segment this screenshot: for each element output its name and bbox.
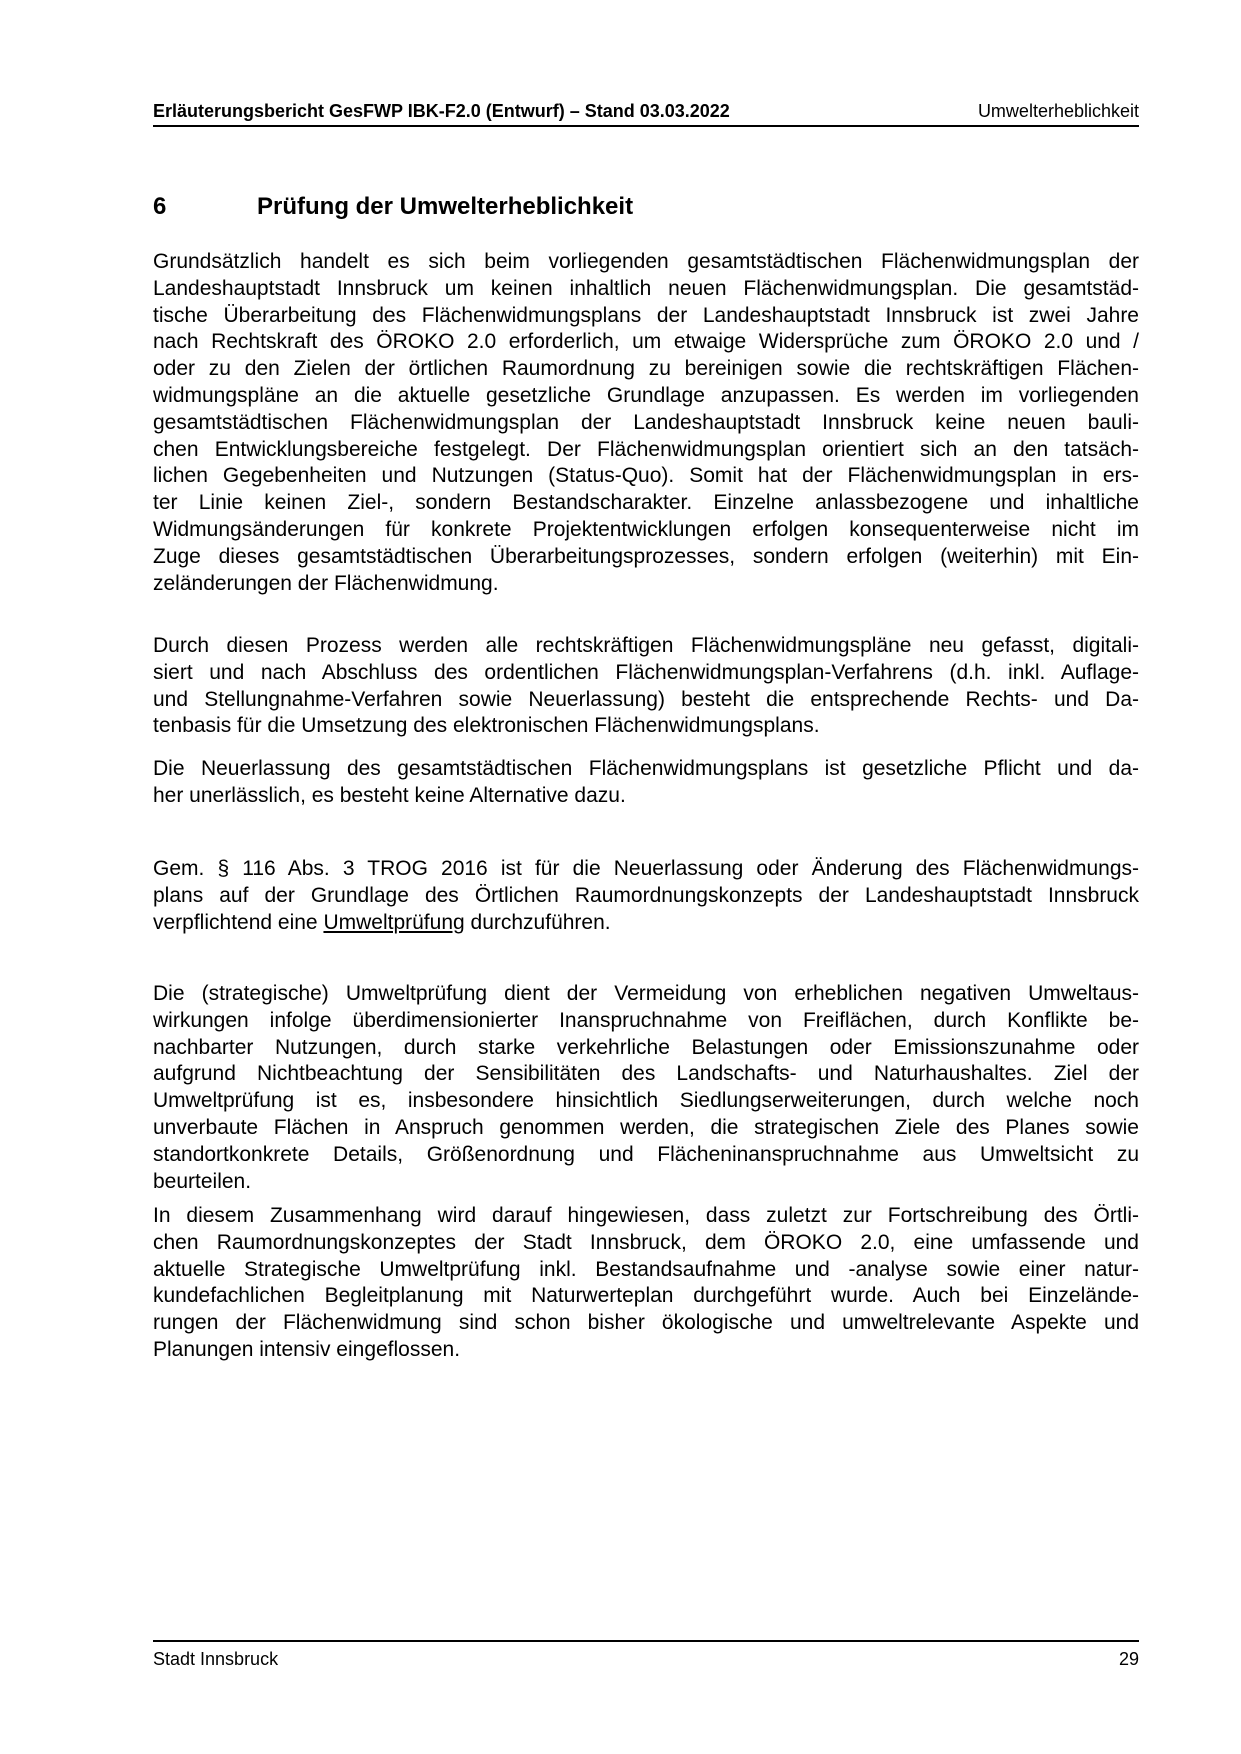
section-heading	[153, 193, 633, 221]
text-line: chen Raumordnungskonzeptes der Stadt Innsbruck, dem ÖROKO 2.0, eine umfassende und	[153, 1230, 1139, 1254]
text-line: nach Rechtskraft des ÖROKO 2.0 erforderlich, um etwaige Widersprüche zum ÖROKO 2.0 und /	[153, 330, 1139, 354]
footer-rule	[153, 1640, 1139, 1642]
text-line: Durch diesen Prozess werden alle rechtskräftigen Flächenwidmungspläne neu gefasst, digitali-	[153, 634, 1139, 657]
text-line: kundefachlichen Begleitplanung mit Naturwerteplan durchgeführt wurde. Auch bei Einzelände-	[153, 1284, 1139, 1308]
text-line: rungen der Flächenwidmung sind schon bisher ökologische und umweltrelevante Aspekte und	[153, 1311, 1139, 1335]
umweltpruefung-link[interactable]: Umweltprüfung	[323, 910, 465, 934]
text-line: gesamtstädtischen Flächenwidmungsplan der Landeshauptstadt Innsbruck keine neuen bauli-	[153, 410, 1139, 434]
text-line: und Stellungnahme-Verfahren sowie Neuerlassung) besteht die entsprechende Rechts- und Da-	[153, 687, 1139, 711]
text-line	[153, 910, 1139, 937]
text-line: Umweltprüfung ist es, insbesondere hinsichtlich Siedlungserweiterungen, durch welche noch	[153, 1089, 1139, 1113]
text-line: her unerlässlich, es besteht keine Alternative dazu.	[153, 783, 626, 807]
text-line: tenbasis für die Umsetzung des elektronischen Flächenwidmungsplans.	[153, 714, 820, 738]
header-rule	[153, 125, 1139, 127]
text-line: In diesem Zusammenhang wird darauf hingewiesen, dass zuletzt zur Fortschreibung des Örtli-	[153, 1204, 1139, 1227]
paragraph	[153, 633, 1139, 740]
text-line: beurteilen.	[153, 1169, 252, 1193]
text-line: standortkonkrete Details, Größenordnung und Flächeninanspruchnahme aus Umweltsicht zu	[153, 1142, 1139, 1166]
paragraph	[153, 981, 1139, 1195]
page-header	[153, 101, 1139, 122]
text-line: Zuge dieses gesamtstädtischen Überarbeitungsprozesses, sondern erfolgen (weiterhin) mit Ein-	[153, 544, 1139, 568]
text-line: ter Linie keinen Ziel-, sondern Bestandscharakter. Einzelne anlassbezogene und inhaltliche	[153, 491, 1139, 515]
paragraph-trog	[153, 856, 1139, 936]
text-line: tische Überarbeitung des Flächenwidmungsplans der Landeshauptstadt Innsbruck ist zwei Jahre	[153, 303, 1139, 327]
text-segment: durchzuführen.	[464, 910, 611, 934]
paragraph	[153, 756, 1139, 810]
page-footer	[153, 1649, 1139, 1670]
section-title: Prüfung der Umwelterheblichkeit	[257, 193, 634, 220]
text-line: siert und nach Abschluss des ordentlichen Flächenwidmungsplan-Verfahrens (d.h. inkl. Auflage-	[153, 660, 1139, 684]
page-number: 29	[1118, 1649, 1139, 1669]
text-line: Die Neuerlassung des gesamtstädtischen Flächenwidmungsplans ist gesetzliche Pflicht und da-	[153, 757, 1139, 780]
text-line: chen Entwicklungsbereiche festgelegt. Der Flächenwidmungsplan orientiert sich an den tatsäch-	[153, 437, 1139, 461]
section-number: 6	[153, 193, 167, 220]
header-section: Umwelterheblichkeit	[977, 101, 1139, 121]
text-line: wirkungen infolge überdimensionierter Inanspruchnahme von Freiflächen, durch Konflikte be-	[153, 1008, 1139, 1032]
text-line: Planungen intensiv eingeflossen.	[153, 1337, 461, 1361]
text-line: Landeshauptstadt Innsbruck um keinen inhaltlich neuen Flächenwidmungsplan. Die gesamtstäd-	[153, 276, 1139, 300]
text-line: plans auf der Grundlage des Örtlichen Raumordnungskonzepts der Landeshauptstadt Innsbruck	[153, 883, 1139, 907]
paragraph	[153, 1203, 1139, 1364]
text-line: zeländerungen der Flächenwidmung.	[153, 571, 499, 595]
header-title: Erläuterungsbericht GesFWP IBK-F2.0 (Entwurf) – Stand 03.03.2022	[153, 101, 730, 121]
text-line: oder zu den Zielen der örtlichen Raumordnung zu bereinigen sowie die rechtskräftigen Flächen-	[153, 357, 1139, 381]
text-line: Widmungsänderungen für konkrete Projektentwicklungen erfolgen konsequenterweise nicht im	[153, 517, 1139, 541]
text-line: Die (strategische) Umweltprüfung dient der Vermeidung von erheblichen negativen Umweltaus-	[153, 982, 1139, 1005]
text-segment: verpflichtend eine	[153, 910, 324, 934]
text-line: aktuelle Strategische Umweltprüfung inkl. Bestandsaufnahme und -analyse sowie einer natur-	[153, 1257, 1139, 1281]
text-line: unverbaute Flächen in Anspruch genommen werden, die strategischen Ziele des Planes sowie	[153, 1115, 1139, 1139]
footer-org: Stadt Innsbruck	[153, 1649, 279, 1669]
paragraph	[153, 249, 1139, 597]
text-line: aufgrund Nichtbeachtung der Sensibilitäten des Landschafts- und Naturhaushaltes. Ziel der	[153, 1062, 1139, 1086]
text-line: Gem. § 116 Abs. 3 TROG 2016 ist für die Neuerlassung oder Änderung des Flächenwidmungs-	[153, 857, 1139, 880]
text-line: lichen Gegebenheiten und Nutzungen (Status-Quo). Somit hat der Flächenwidmungsplan in ers-	[153, 464, 1139, 488]
text-line: nachbarter Nutzungen, durch starke verkehrliche Belastungen oder Emissionszunahme oder	[153, 1035, 1139, 1059]
text-line: widmungspläne an die aktuelle gesetzliche Grundlage anzupassen. Es werden im vorliegenden	[153, 383, 1139, 407]
text-line: Grundsätzlich handelt es sich beim vorliegenden gesamtstädtischen Flächenwidmungsplan der	[153, 250, 1139, 273]
